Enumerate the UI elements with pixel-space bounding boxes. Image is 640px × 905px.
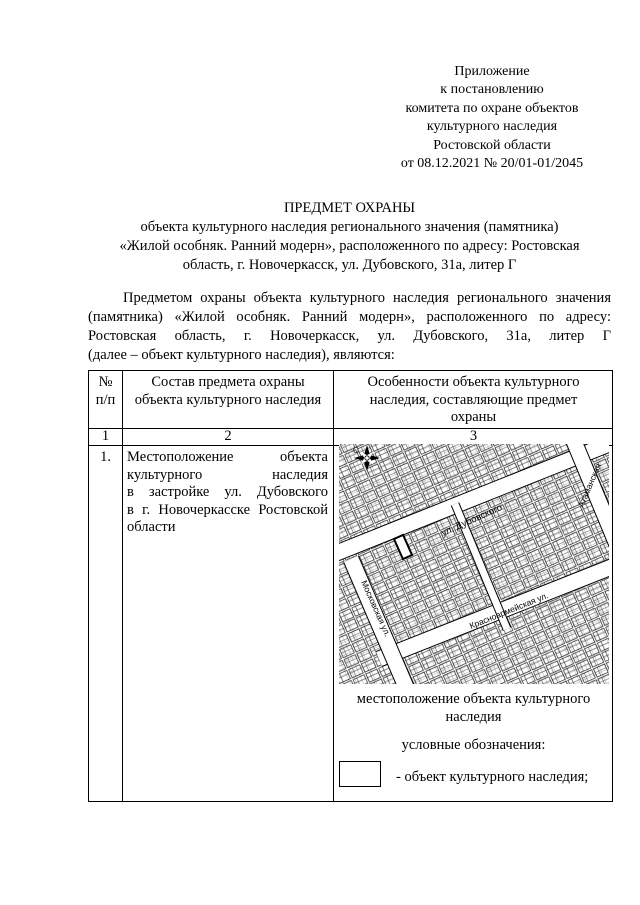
appendix-line: комитета по охране объектов [405, 100, 579, 116]
legend-object-swatch [339, 761, 381, 787]
column-number: 2 [224, 428, 232, 444]
appendix-line: Ростовской области [433, 137, 551, 153]
header-line: Особенности объекта культурного [367, 374, 580, 390]
street-label: Московская ул. [359, 578, 393, 638]
intro-line: (далее – объект культурного наследия), являются: [88, 347, 395, 363]
composition-line: области [127, 519, 176, 536]
column-number: 3 [469, 428, 478, 444]
composition-line: в застройке ул. Дубовского [127, 484, 328, 501]
composition-line: культурного наследия [127, 466, 328, 483]
column-number: 1 [101, 428, 110, 444]
intro-line: Ростовская область, г. Новочеркасск, ул. Дубовского, 31а, литер Г [88, 328, 611, 344]
appendix-line: Приложение [454, 64, 530, 79]
intro-line: (памятника) «Жилой особняк. Ранний модерн», расположенного по адресу: [88, 309, 611, 325]
street-label: Красноармейская ул. [468, 590, 550, 631]
composition-line: Местоположение объекта [127, 449, 328, 465]
composition-line: в г. Новочеркасске Ростовской [127, 501, 328, 518]
header-num [89, 374, 122, 409]
appendix-line: культурного наследия [426, 119, 558, 135]
row-number: 1. [100, 449, 111, 465]
street-label: Атаманская [575, 461, 604, 509]
document-heading [88, 199, 611, 275]
heading-subtitle-line: «Жилой особняк. Ранний модерн», расположенного по адресу: Ростовская [119, 238, 580, 254]
header-line: охраны [450, 409, 497, 426]
caption-line: местоположение объекта культурного [356, 691, 591, 707]
intro-line: Предметом охраны объекта культурного наследия регионального значения [123, 290, 611, 306]
map-caption [334, 691, 613, 726]
header-features [334, 374, 613, 427]
caption-line: наследия [445, 708, 502, 725]
legend-item-label: - объект культурного наследия; [396, 769, 589, 785]
heading-subtitle-line: объекта культурного наследия регионального значения (памятника) [140, 219, 559, 235]
appendix-line: к постановлению [440, 82, 544, 98]
header-composition [123, 374, 333, 409]
compass-letter: С [353, 446, 359, 455]
intro-paragraph [88, 289, 611, 365]
heading-subtitle-line: область, г. Новочеркасск, ул. Дубовского, 31а, литер Г [182, 257, 517, 273]
header-line: наследия, составляющие предмет [369, 391, 578, 408]
header-line: Состав предмета охраны [151, 374, 305, 390]
street-label: ул. Дубовского [439, 502, 504, 539]
location-map [339, 444, 609, 684]
legend-title: условные обозначения: [401, 737, 546, 753]
header-line: объекта культурного наследия [134, 391, 322, 408]
document-title: ПРЕДМЕТ ОХРАНЫ [283, 200, 416, 216]
header-line: п/п [95, 391, 116, 408]
header-line: № [98, 374, 113, 390]
appendix-line: от 08.12.2021 № 20/01-01/2045 [400, 156, 584, 172]
appendix-block [382, 63, 602, 173]
composition-cell [127, 449, 328, 537]
